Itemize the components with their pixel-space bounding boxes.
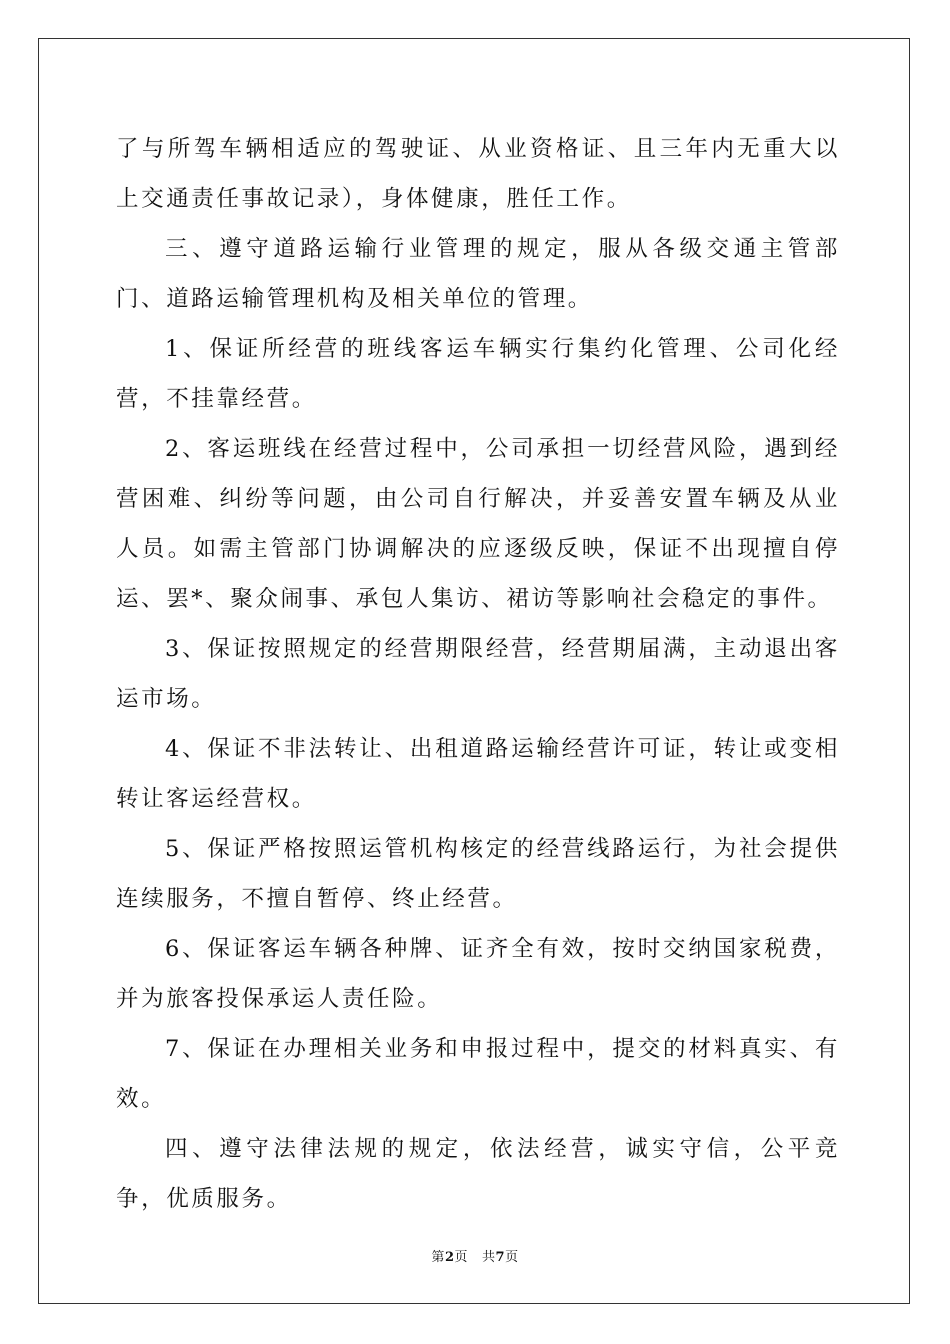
page-prefix: 第 bbox=[431, 1250, 445, 1265]
paragraph: 7、保证在办理相关业务和申报过程中，提交的材料真实、有效。 bbox=[116, 1036, 840, 1112]
paragraph: 三、遵守道路运输行业管理的规定，服从各级交通主管部门、道路运输管理机构及相关单位的管理。 bbox=[116, 236, 840, 312]
paragraph: 5、保证严格按照运管机构核定的经营线路运行，为社会提供连续服务，不擅自暂停、终止经营。 bbox=[116, 836, 840, 912]
document-body bbox=[116, 124, 840, 1224]
page-footer bbox=[0, 1246, 950, 1265]
paragraph: 2、客运班线在经营过程中，公司承担一切经营风险，遇到经营困难、纠纷等问题，由公司自行解决，并妥善安置车辆及从业人员。如需主管部门协调解决的应逐级反映，保证不出现擅自停运、罢*、聚众闹事、承包人集访、裙访等影响社会稳定的事件。 bbox=[116, 436, 840, 612]
paragraph: 4、保证不非法转让、出租道路运输经营许可证，转让或变相转让客运经营权。 bbox=[116, 736, 840, 812]
paragraph: 了与所驾车辆相适应的驾驶证、从业资格证、且三年内无重大以上交通责任事故记录），身体健康，胜任工作。 bbox=[116, 136, 840, 212]
total-prefix: 共 bbox=[482, 1250, 496, 1265]
paragraph: 1、保证所经营的班线客运车辆实行集约化管理、公司化经营，不挂靠经营。 bbox=[116, 336, 840, 412]
paragraph: 四、遵守法律法规的规定，依法经营，诚实守信，公平竞争，优质服务。 bbox=[116, 1136, 840, 1212]
page-total: 7 bbox=[495, 1250, 506, 1265]
paragraph: 3、保证按照规定的经营期限经营，经营期届满，主动退出客运市场。 bbox=[116, 636, 840, 712]
page-current: 2 bbox=[444, 1250, 455, 1265]
total-suffix: 页 bbox=[505, 1250, 519, 1265]
page-suffix: 页 bbox=[454, 1250, 468, 1265]
paragraph: 6、保证客运车辆各种牌、证齐全有效，按时交纳国家税费，并为旅客投保承运人责任险。 bbox=[116, 936, 840, 1012]
